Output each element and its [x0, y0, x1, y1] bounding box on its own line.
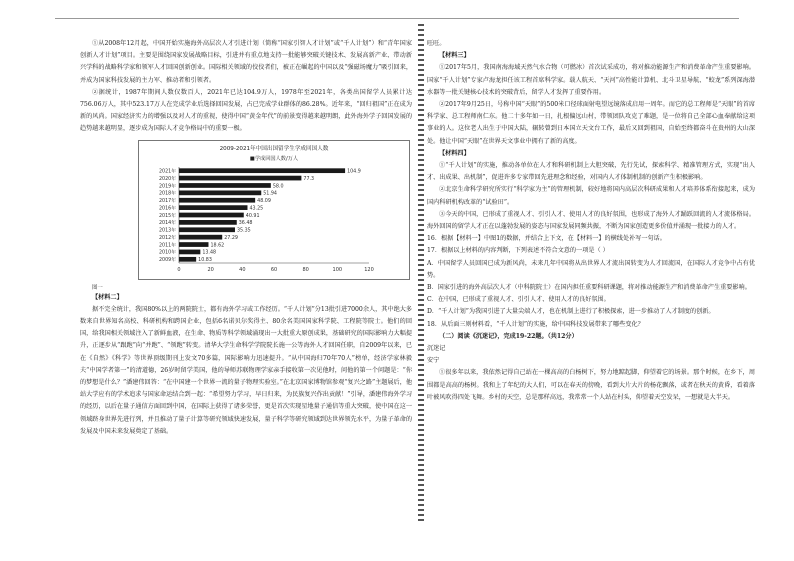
- bar-value-label: 36.48: [238, 220, 253, 226]
- material2-paragraph: 据不完全统计，我国80%以上的两院院士，都有海外学习或工作经历。“千人计划”分13批引进7000余人，其中绝大多数来自世界知名高校、科研机构和跨国企业，包括6名诺贝尔奖得主、80余名美国国家科学院、工程院等院士。他们的回国，给我国相关领域注入了新鲜血液，在生命、物质等科学领域涌现出一大批重大原创成果，基础研究的国际影响力大幅提升，正逐步从“跟跑”向“并跑”、“领跑”转变。清华大学生命科学学院院长施一公等海外人才回国任职，自2009年以来，已在《自然》《科学》等世界顶级期刊上发文70多篇，国际影响力迅速提升。“从中国海归70年70人”榜单，经济学家林毅夫“中国学者第一”的清道德，26岁时留学美国，他的导师苏联物理学家亲手接收第一次见他时，问他的第一个问题是：“你的梦想是什么？”潘建伟回答：“在中国建一个世界一流的量子物理实验室。”在北京国家博物馆参观“复兴之路”主题展后，他站大学应有的学术追求与国家命运结合到一起：“希望努力学习，早日归来，为民族复兴作出贡献！”引导，潘建伟海外学习的经历，以后在量子通信方面回到中国，在国际上获得了诸多荣誉，更是首次实现星地量子通信等重大突破，使中国在这一领域跻身世界先进行列，并且推动了量子计算等研究领域快速发展，量子科学等研究领域到达世界领先水平，为量子革命的发展及中国未来发展奠定了基础。: [80, 305, 412, 435]
- bar: [179, 242, 208, 247]
- right-column: [427, 38, 755, 404]
- category-label: 2009年: [158, 257, 176, 263]
- bar: [179, 175, 301, 180]
- x-tick-label: 100: [332, 266, 343, 273]
- category-label: 2015年: [158, 213, 176, 219]
- section-2-heading: （二）阅读《沉迷记》，完成19-22题。（共12分）: [439, 332, 578, 340]
- x-tick-label: 40: [239, 266, 246, 273]
- bar-value-label: 43.25: [249, 206, 264, 212]
- returnee-chart: [138, 140, 410, 280]
- material1-paragraph-1: ①从2008年12月起，中国开始实施海外高层次人才引进计划（简称“国家引智人才计划”或“千人计划”）和“青年国家创新人才计划”项目。主要是围绕国家发展战略目标，引进并有重点地支持一批能够突破关键技术、发展高新产业、带动新兴学科的战略科学家和领军人才回国创新创业。国际相关领域的佼佼者们，被正在崛起的中国以及“强磁场魔力”吸引回来，并成为国家科技发展的主力军、推动者和引领者。: [80, 40, 412, 84]
- bar: [179, 234, 222, 239]
- bar-value-label: 13.48: [202, 250, 217, 256]
- material3-paragraph-2: ②2017年9月25日，号称中国“天眼”的500米口径球面射电望远镜落成启用一周年。而它的总工程师是“天眼”的首席科学家、总工程师南仁东。他二十多年如一日，扎根偏远山村，带领团队攻克了难题，是一位将自己全部心血奉献给这项事业的人。这位老人出生于中国大陆，辗转曾到日本国立天文台工作，最后又回到祖国，自始至终都奋斗在贵州的大山深处。他让中国“天眼”在世界天文事业中拥有了新的高度。: [427, 101, 755, 145]
- chart-title: 2009-2021年中国出国留学生学成回国人数: [219, 145, 329, 152]
- left-column: [80, 38, 412, 438]
- question-17-option-b: B．国家引进的海外高层次人才（中科院院士）在国内担任重要科研课题，将对推动能源生产和消费革命产生重要影响。: [427, 284, 751, 292]
- x-tick-label: 80: [302, 266, 309, 273]
- chart-caption: 图一: [92, 284, 103, 291]
- bar: [179, 197, 255, 202]
- category-label: 2020年: [158, 176, 176, 182]
- category-label: 2018年: [158, 191, 176, 197]
- bar-value-label: 18.62: [210, 242, 225, 248]
- question-17-option-d: D．“千人计划”为我国引进了大量尖端人才，也在机制上进行了积极探索，进一步推动了人才制度的创新。: [427, 308, 715, 316]
- bar-value-label: 51.94: [263, 191, 277, 197]
- question-17-option-a: A．中国留学人员回国已成为新风尚，未来几年中国将从出世界人才流出国转变为人才回流国，在国际人才竞争中占有优势。: [427, 259, 755, 279]
- material4-paragraph-3: ③今天的中国，已形成了重视人才、引引人才、使用人才的良好氛围，也形成了海外人才踊跃回流的人才流体格局。海外回国的留学人才正在以蓬勃发展的姿态与国家发展同频共振，不断为国家创造更多价值并涌现一批接力的人才。: [427, 210, 755, 231]
- chart-svg: [139, 141, 409, 279]
- category-label: 2011年: [158, 242, 176, 248]
- x-tick-label: 60: [270, 266, 278, 273]
- question-16: 16．根据【材料一】中图1的数据，并结合上下文，在【材料一】的横线处补写一句话。: [427, 235, 666, 243]
- story-author: 安宁: [427, 357, 440, 365]
- material2-heading: 【材料二】: [92, 293, 123, 301]
- bar: [179, 249, 200, 254]
- bar: [179, 220, 237, 225]
- material4-paragraph-2: ②北京生命科学研究所实行“科学家为主”的管理机制，较好地将国内高层次科研成果和人才培养体系衔接起来，成为国内科研机构改革的“试验田”。: [427, 186, 755, 206]
- bar: [179, 227, 235, 232]
- bar-value-label: 40.91: [245, 213, 260, 219]
- bar-value-label: 48.09: [257, 198, 271, 204]
- story-paragraph-1: ①很多年以来，我依然记得自己站在一棵高高的白杨树下，努力地踮起脚，仰望着它的场景。那个时候，在乡下，周围都是高高的杨树。我和上了年纪的大人们，可以在春天的傍晚，看到大片大片的杨花飘落，或者在秋天的黄昏，看着落叶被风吹得四处飞舞。乡村的天空，总是那样高远，我常常一个人站在村头，仰望着天空发呆，一想就是大半天。: [427, 369, 755, 401]
- bar: [179, 168, 345, 173]
- x-tick-label: 120: [364, 266, 374, 273]
- category-label: 2014年: [158, 220, 176, 226]
- bar-value-label: 10.83: [198, 257, 212, 263]
- category-label: 2019年: [158, 183, 176, 189]
- category-label: 2017年: [158, 198, 176, 204]
- bar: [179, 212, 244, 217]
- question-17-option-c: C．在中国，已形成了重视人才、引引人才、使用人才的良好氛围。: [427, 296, 610, 304]
- material4-paragraph-1: ①“千人计划”的实施，推动各单位在人才和科研机制上大胆突破，先行先试，探索科学、精准管理方式，实现“出人才、出成果、出机制”，促进许多专家带回先进理念和经验，对国内人才体制机制的创新产生积极影响。: [427, 162, 755, 182]
- material4-heading: 【材料四】: [439, 149, 470, 157]
- bar-value-label: 77.3: [303, 176, 315, 182]
- binding-margin: [418, 24, 424, 524]
- category-label: 2016年: [158, 206, 176, 212]
- category-label: 2013年: [158, 228, 176, 234]
- bar: [179, 205, 247, 210]
- top-rule: [55, 18, 739, 19]
- material1-paragraph-2: ②据统计，1987年期间人数仅数百人，2021年已达104.9万人，1978年至2021年，各类出国留学人员累计达756.06万人，其中523.17万人在完成学业后选择回国发展，占已完成学业群体的86.28%。近年来，“回归祖国”正在成为新的风尚。国家经济实力的增强以及对人才的重视，使得中国“黄金年代”的前景变得越来越明朗，此外海外学子回国发展的趋势越来越明显，逐步成为国际人才竞争格局中的重要一极。: [80, 88, 412, 133]
- x-tick-label: 0: [177, 266, 181, 273]
- category-label: 2012年: [158, 235, 176, 241]
- bar-value-label: 35.35: [236, 228, 251, 234]
- bar-value-label: 27.29: [224, 235, 238, 241]
- bar: [179, 190, 261, 195]
- chart-legend: ■学成回国人数/万人: [249, 155, 299, 162]
- category-label: 2021年: [158, 169, 176, 175]
- continued-word: 旺旺。: [427, 40, 446, 47]
- bar-value-label: 104.9: [347, 169, 361, 175]
- category-label: 2010年: [158, 250, 176, 256]
- bar: [179, 257, 196, 262]
- material3-paragraph-1: ①2017年5月，我国南海海域天然气水合物（可燃冰）首次试采成功，将对推动能源生产和消费革命产生重要影响。国家“千人计划”专家卢海龙担任该工程首席科学家。载人航天、“天河”高性能计算机、北斗卫星导航、“蛟龙”系列深海潜水器等一批关键核心技术的突破背后，留学人才发挥了重要作用。: [427, 64, 755, 96]
- story-title: 沉迷记: [427, 345, 446, 353]
- x-tick-label: 20: [207, 266, 214, 273]
- question-18: 18．从后面三则材料看，“千人计划”的实施，给中国科技发展带来了哪些变化？: [427, 320, 644, 328]
- bar-value-label: 58.0: [272, 183, 284, 189]
- question-17: 17．根据以上材料的内容判断，下列表述不符合文意的一项是（ ）: [427, 247, 609, 255]
- material3-heading: 【材料三】: [439, 52, 470, 60]
- bar: [179, 183, 271, 188]
